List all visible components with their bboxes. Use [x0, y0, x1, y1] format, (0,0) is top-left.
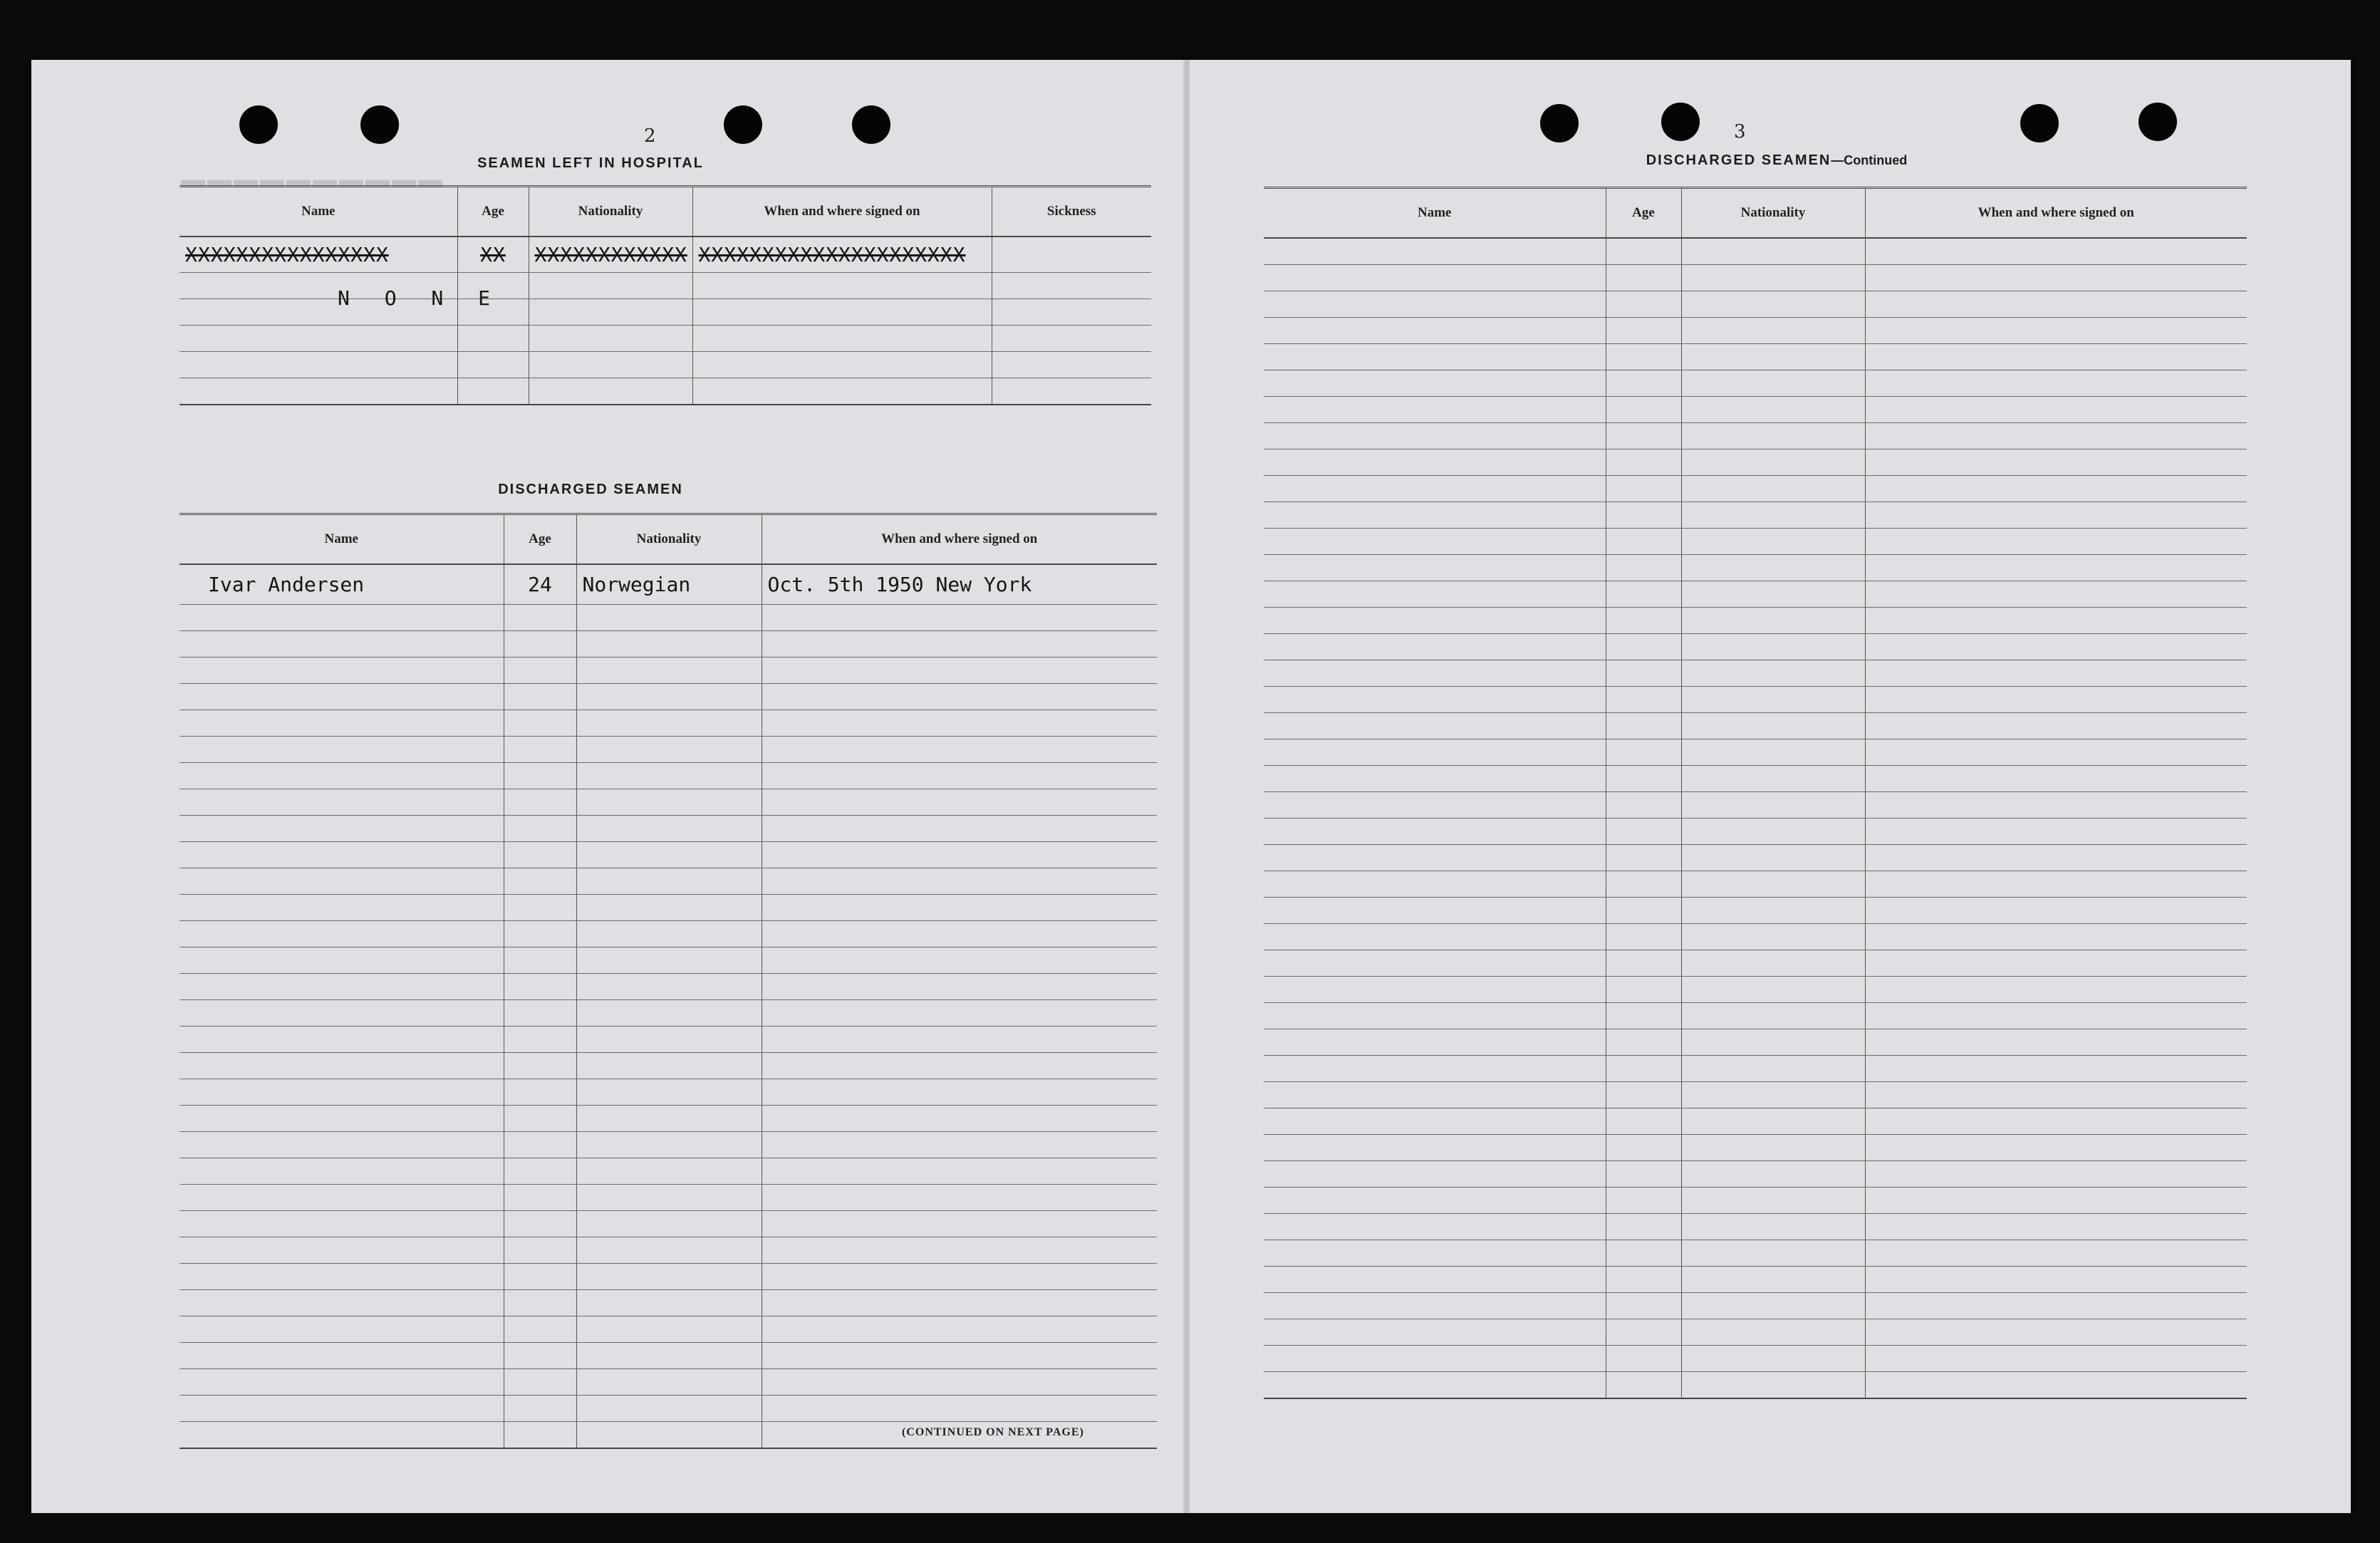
table-row	[1264, 318, 2247, 344]
table-row	[180, 378, 1151, 405]
table-row	[180, 1342, 1157, 1368]
table-row	[1264, 1161, 2247, 1188]
hospital-section-title: SEAMEN LEFT IN HOSPITAL	[477, 155, 704, 171]
table-row	[180, 1052, 1157, 1079]
table-row	[180, 1237, 1157, 1263]
column-header-name: Name	[180, 187, 457, 237]
punch-hole	[2139, 103, 2177, 141]
table-row	[180, 1316, 1157, 1342]
struck-signed-on: XXXXXXXXXXXXXXXXXXXXX	[692, 237, 992, 272]
sickness-cell	[992, 237, 1151, 272]
table-row	[1264, 423, 2247, 450]
discharged-table	[180, 513, 1157, 1449]
table-row	[180, 789, 1157, 815]
table-row	[1264, 766, 2247, 792]
table-row	[180, 736, 1157, 762]
punch-hole	[1661, 103, 1700, 141]
section-title-suffix: —Continued	[1831, 153, 1908, 167]
table-row	[180, 604, 1157, 630]
table-row	[1264, 555, 2247, 581]
struck-nationality: XXXXXXXXXXXX	[529, 237, 692, 272]
column-header-name: Name	[1264, 188, 1606, 239]
table-row	[180, 868, 1157, 894]
table-row	[1264, 792, 2247, 819]
center-fold	[1183, 60, 1190, 1513]
column-header-age: Age	[457, 187, 529, 237]
table-row	[180, 564, 1157, 604]
table-row	[1264, 397, 2247, 423]
table-row	[1264, 291, 2247, 318]
table-row	[1264, 344, 2247, 370]
table-row	[1264, 581, 2247, 608]
page-number-left: 2	[644, 125, 656, 147]
table-row	[180, 630, 1157, 657]
table-row	[1264, 871, 2247, 898]
punch-hole	[1540, 104, 1579, 142]
table-row	[180, 1395, 1157, 1421]
table-row	[180, 1368, 1157, 1395]
table-row	[1264, 1372, 2247, 1399]
table-row	[1264, 265, 2247, 291]
table-row	[180, 1105, 1157, 1131]
table-row	[1264, 1082, 2247, 1108]
table-row	[180, 815, 1157, 841]
column-header-nationality: Nationality	[529, 187, 692, 237]
table-row	[1264, 608, 2247, 634]
table-row	[1264, 819, 2247, 845]
table-row	[1264, 1214, 2247, 1240]
table-row	[1264, 924, 2247, 950]
table-row	[1264, 370, 2247, 397]
table-row	[1264, 1240, 2247, 1267]
table-row	[180, 999, 1157, 1026]
column-header-sickness: Sickness	[992, 187, 1151, 237]
column-header-nationality: Nationality	[576, 514, 762, 565]
table-row	[1264, 977, 2247, 1003]
table-row	[180, 1026, 1157, 1052]
table-row	[1264, 1003, 2247, 1029]
punch-hole	[724, 105, 762, 144]
seaman-age: 24	[504, 564, 576, 604]
column-header-signed-on: When and where signed on	[692, 187, 992, 237]
table-row	[1264, 529, 2247, 555]
table-row	[180, 1263, 1157, 1289]
column-header-name: Name	[180, 514, 504, 565]
hospital-table	[180, 185, 1151, 405]
table-row	[180, 920, 1157, 947]
table-row	[1264, 502, 2247, 529]
table-row	[180, 1210, 1157, 1237]
table-row	[1264, 476, 2247, 502]
struck-name: XXXXXXXXXXXXXXXX	[180, 237, 457, 272]
column-header-nationality: Nationality	[1681, 188, 1865, 239]
column-header-age: Age	[1606, 188, 1681, 239]
table-row	[1264, 950, 2247, 977]
table-row	[1264, 634, 2247, 660]
table-row	[180, 237, 1151, 272]
column-header-signed-on: When and where signed on	[762, 514, 1157, 565]
punch-hole	[2020, 104, 2059, 142]
document-sheet	[31, 60, 2351, 1513]
discharged-continued-title	[1420, 152, 2133, 169]
discharged-section-title: DISCHARGED SEAMEN	[498, 482, 683, 497]
table-row	[180, 683, 1157, 710]
table-row	[1264, 687, 2247, 713]
struck-age: XX	[457, 237, 529, 272]
section-title-text: DISCHARGED SEAMEN	[1646, 152, 1831, 168]
table-row	[180, 657, 1157, 683]
page-number-right: 3	[1734, 121, 1746, 142]
table-row	[1264, 898, 2247, 924]
punch-hole	[852, 105, 890, 144]
table-row	[180, 894, 1157, 920]
table-row	[1264, 1135, 2247, 1161]
table-row	[180, 841, 1157, 868]
table-row	[1264, 1056, 2247, 1082]
table-row	[180, 1289, 1157, 1316]
table-row	[1264, 713, 2247, 739]
none-annotation: N O N E	[338, 286, 502, 310]
table-row	[180, 710, 1157, 736]
table-row	[1264, 845, 2247, 871]
table-row	[180, 325, 1151, 351]
table-row	[1264, 660, 2247, 687]
table-row	[1264, 1293, 2247, 1319]
table-row	[180, 1079, 1157, 1105]
table-row	[180, 1131, 1157, 1158]
continued-note: (CONTINUED ON NEXT PAGE)	[902, 1426, 1084, 1438]
table-row	[1264, 1108, 2247, 1135]
table-row	[180, 762, 1157, 789]
table-row	[180, 973, 1157, 999]
table-row	[180, 298, 1151, 325]
table-row	[1264, 238, 2247, 265]
bleed-through-text: ▬▬▬▬▬▬▬▬▬▬	[181, 167, 445, 193]
seaman-name: Ivar Andersen	[180, 564, 504, 604]
seaman-nationality: Norwegian	[576, 564, 762, 604]
table-row	[1264, 1346, 2247, 1372]
column-header-age: Age	[504, 514, 576, 565]
table-row	[1264, 1319, 2247, 1346]
column-header-signed-on: When and where signed on	[1865, 188, 2247, 239]
punch-hole	[239, 105, 278, 144]
table-row	[1264, 450, 2247, 476]
punch-hole	[360, 105, 399, 144]
discharged-continued-table	[1264, 187, 2247, 1399]
table-row	[1264, 739, 2247, 766]
table-row	[1264, 1267, 2247, 1293]
table-row	[180, 272, 1151, 298]
table-row	[180, 1184, 1157, 1210]
table-row	[180, 947, 1157, 973]
table-row	[180, 1158, 1157, 1184]
seaman-signed-on: Oct. 5th 1950 New York	[762, 564, 1157, 604]
table-row	[1264, 1188, 2247, 1214]
table-row	[1264, 1029, 2247, 1056]
table-row	[180, 351, 1151, 378]
